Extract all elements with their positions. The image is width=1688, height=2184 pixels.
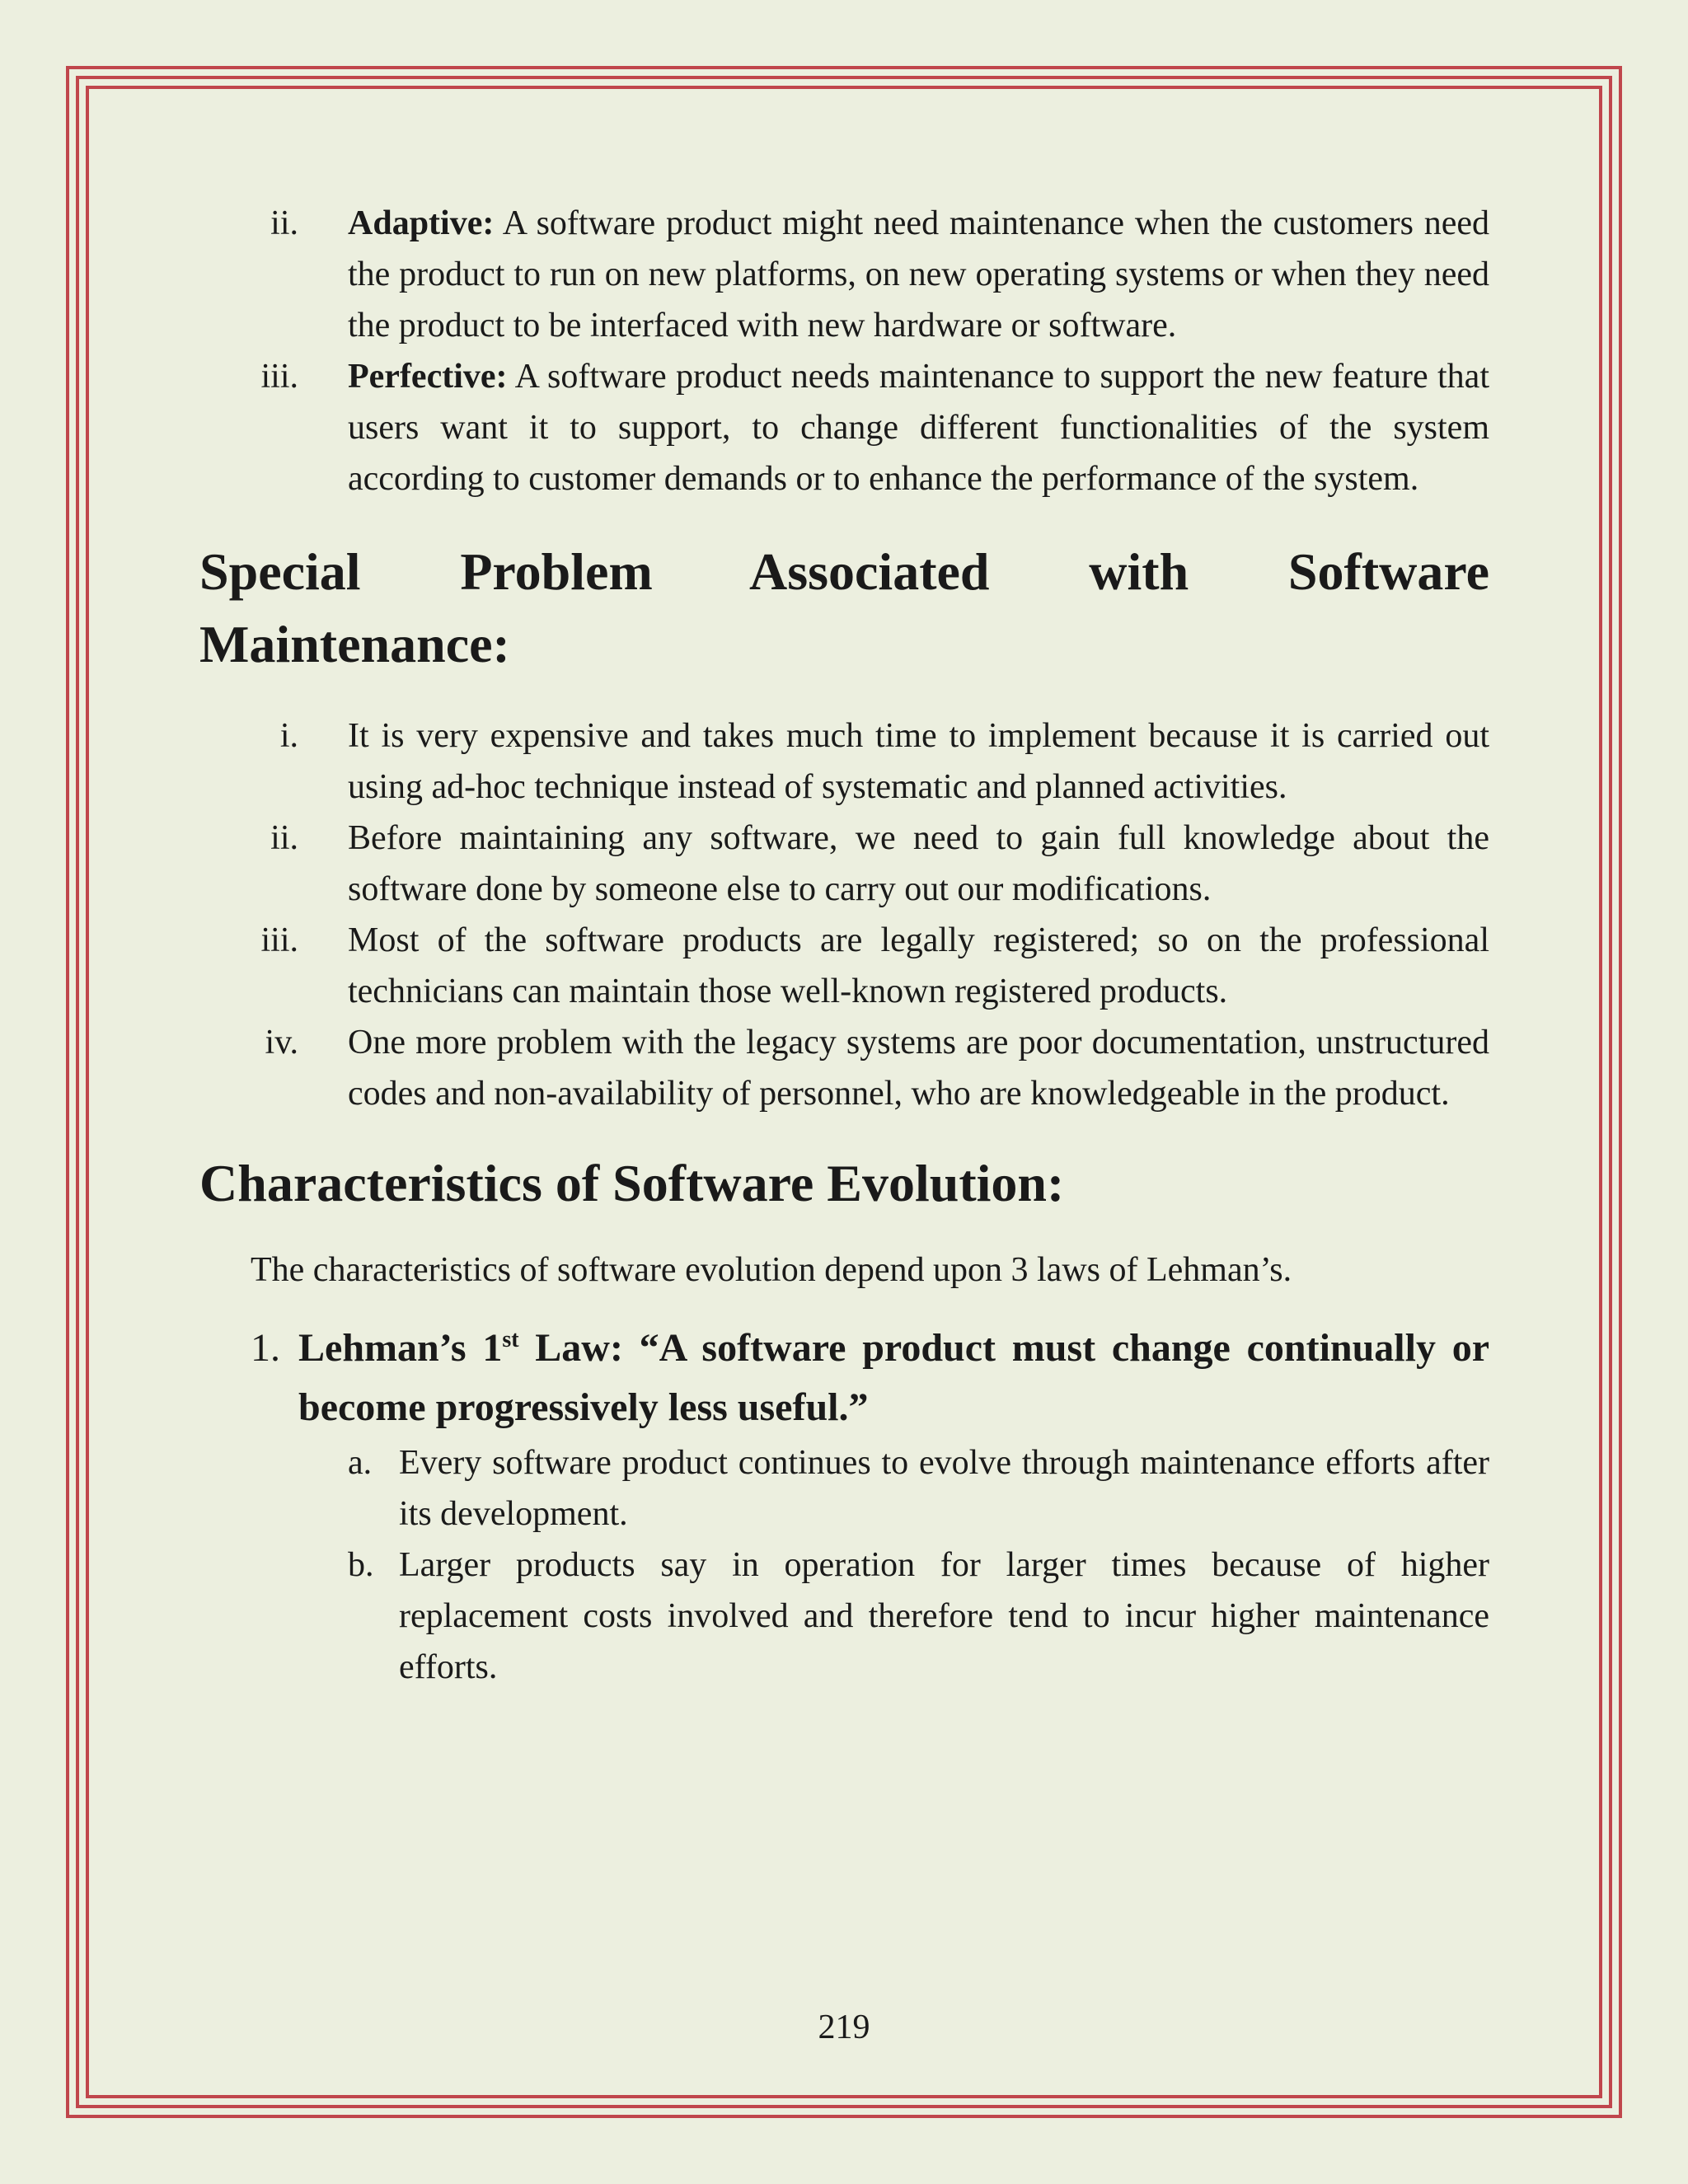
list-item — [199, 710, 1489, 813]
list-item-lead: Adaptive: — [348, 204, 495, 242]
list-item-number: iii. — [260, 921, 298, 959]
list-item — [199, 813, 1489, 915]
law-text — [298, 1319, 1489, 1437]
sub-list-item-text: Larger products say in operation for larger times because of higher replacement costs involved and therefore tend to incur higher maintenance efforts. — [399, 1546, 1489, 1686]
list-item-text: It is very expensive and takes much time to implement because it is carried out using ad-hoc technique instead of systematic and planned activities. — [348, 717, 1489, 806]
list-item-number: iii. — [260, 358, 298, 396]
list-item-perfective — [199, 351, 1489, 504]
sub-list-item-text: Every software product continues to evolve through maintenance efforts after its development. — [399, 1444, 1489, 1533]
list-item-body: A software product needs maintenance to support the new feature that users want it to support, to change different functionalities of the system according to customer demands or to enhance the performance of the system. — [348, 358, 1489, 498]
list-item-text: Before maintaining any software, we need to gain full knowledge about the software done by someone else to carry out our modifications. — [348, 819, 1489, 908]
page-number: 219 — [818, 2008, 870, 2046]
section-heading-characteristics: Characteristics of Software Evolution: — [199, 1154, 1065, 1212]
law-text-post: Law: “A software product must change continually or become progressively less useful.” — [298, 1326, 1489, 1429]
sub-list-item-letter: b. — [348, 1546, 374, 1584]
sub-list-item — [199, 1540, 1489, 1693]
lehman-law-1 — [199, 1319, 1489, 1437]
sub-list-item-letter: a. — [348, 1444, 373, 1482]
list-item-adaptive — [199, 198, 1489, 351]
list-item-lead: Perfective: — [348, 358, 508, 396]
list-item-number: i. — [279, 717, 298, 755]
law-number: 1. — [251, 1326, 280, 1370]
section-heading-special-problem: Special Problem Associated with Software — [199, 542, 1489, 601]
law-text-pre: Lehman’s 1 — [298, 1326, 503, 1370]
list-item-number: ii. — [270, 204, 298, 242]
list-item-text: Most of the software products are legally registered; so on the professional technicians can maintain those well-known registered products. — [348, 921, 1489, 1010]
list-item-body: A software product might need maintenance when the customers need the product to run on new platforms, on new operating systems or when they need the product to be interfaced with new hardware or software. — [348, 204, 1489, 344]
list-item-text: One more problem with the legacy systems are poor documentation, unstructured codes and non-availability of personnel, who are knowledgeable in the product. — [348, 1024, 1489, 1113]
list-item-text — [348, 351, 1489, 504]
list-item-number: iv. — [265, 1024, 298, 1062]
list-item-number: ii. — [270, 819, 298, 857]
section-heading-special-problem-line2: Maintenance: — [199, 615, 510, 673]
intro-paragraph: The characteristics of software evolution depend upon 3 laws of Lehman’s. — [251, 1251, 1292, 1289]
page-content — [199, 198, 1489, 1693]
sub-list-item — [199, 1437, 1489, 1540]
list-item-text — [348, 198, 1489, 351]
law-superscript: st — [502, 1327, 519, 1352]
list-item — [199, 1017, 1489, 1119]
list-item — [199, 915, 1489, 1017]
